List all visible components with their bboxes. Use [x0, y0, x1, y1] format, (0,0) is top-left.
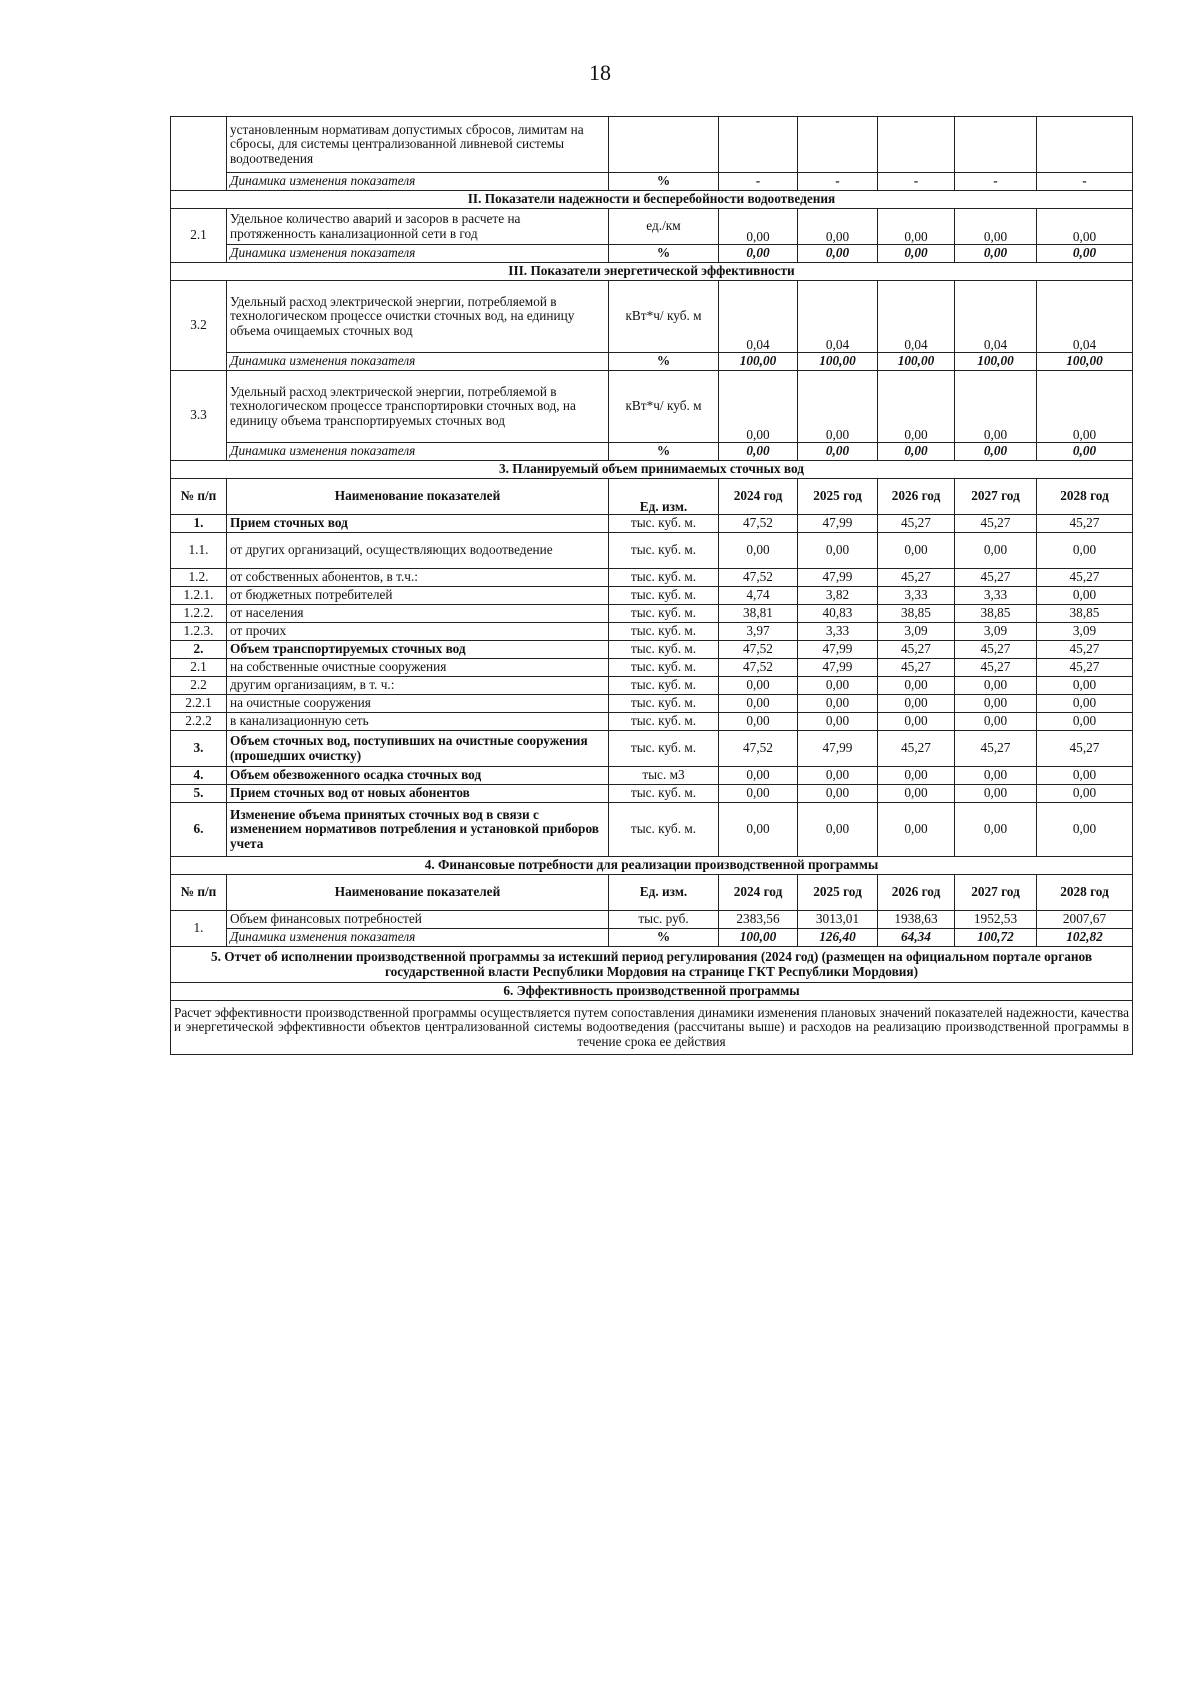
- value-cell: 0,00: [719, 695, 798, 713]
- value-cell: 0,00: [1037, 803, 1133, 857]
- value-cell: 3,09: [878, 623, 955, 641]
- value-cell: [798, 117, 878, 173]
- value-cell: [1037, 117, 1133, 173]
- value-cell: 0,00: [719, 767, 798, 785]
- value-cell: 0,00: [719, 677, 798, 695]
- number-cell: 4.: [171, 767, 227, 785]
- unit-cell: тыс. куб. м.: [609, 803, 719, 857]
- value-cell: 45,27: [878, 731, 955, 767]
- column-header-year: 2028 год: [1037, 479, 1133, 515]
- number-cell: 1.: [171, 515, 227, 533]
- number-cell: 3.2: [171, 281, 227, 371]
- value-cell: 47,99: [798, 515, 878, 533]
- value-cell: 3,09: [1037, 623, 1133, 641]
- dynamics-label: Динамика изменения показателя: [227, 443, 609, 461]
- unit-cell: %: [609, 443, 719, 461]
- unit-cell: тыс. куб. м.: [609, 641, 719, 659]
- column-header-year: 2027 год: [955, 479, 1037, 515]
- value-cell: 0,00: [878, 533, 955, 569]
- unit-cell: тыс. куб. м.: [609, 515, 719, 533]
- value-cell: 45,27: [1037, 731, 1133, 767]
- indicator-name: от других организаций, осуществляющих водоотведение: [227, 533, 609, 569]
- value-cell: 0,00: [955, 803, 1037, 857]
- value-cell: 0,00: [955, 371, 1037, 443]
- value-cell: 0,00: [1037, 767, 1133, 785]
- column-header-row: [171, 875, 1133, 911]
- value-cell: [878, 117, 955, 173]
- indicator-name: от бюджетных потребителей: [227, 587, 609, 605]
- value-cell: 45,27: [955, 515, 1037, 533]
- value-cell: 100,00: [1037, 353, 1133, 371]
- value-cell: 0,00: [1037, 785, 1133, 803]
- indicator-name: другим организациям, в т. ч.:: [227, 677, 609, 695]
- table-row: [171, 677, 1133, 695]
- table-row: [171, 695, 1133, 713]
- value-cell: 0,04: [878, 281, 955, 353]
- column-header-unit: Ед. изм.: [609, 479, 719, 515]
- value-cell: 47,52: [719, 569, 798, 587]
- value-cell: -: [955, 173, 1037, 191]
- value-cell: 0,00: [878, 713, 955, 731]
- table-row: [171, 911, 1133, 929]
- value-cell: 0,00: [955, 767, 1037, 785]
- value-cell: 47,52: [719, 515, 798, 533]
- value-cell: 38,85: [878, 605, 955, 623]
- value-cell: 0,00: [798, 533, 878, 569]
- unit-cell: %: [609, 173, 719, 191]
- program-table: [170, 116, 1133, 1055]
- indicator-name: на собственные очистные сооружения: [227, 659, 609, 677]
- indicator-name: Объем обезвоженного осадка сточных вод: [227, 767, 609, 785]
- indicator-name: Объем сточных вод, поступивших на очистные сооружения (прошедших очистку): [227, 731, 609, 767]
- value-cell: 0,00: [1037, 695, 1133, 713]
- value-cell: 47,52: [719, 659, 798, 677]
- value-cell: 100,00: [955, 353, 1037, 371]
- value-cell: 0,00: [1037, 245, 1133, 263]
- number-cell: 2.1: [171, 659, 227, 677]
- value-cell: 126,40: [798, 929, 878, 947]
- value-cell: [719, 117, 798, 173]
- value-cell: 47,99: [798, 731, 878, 767]
- value-cell: 0,00: [719, 803, 798, 857]
- unit-cell: ед./км: [609, 209, 719, 245]
- value-cell: 0,00: [1037, 443, 1133, 461]
- number-cell: 1.1.: [171, 533, 227, 569]
- efficiency-text: Расчет эффективности производственной программы осуществляется путем сопоставления динамики изменения плановых значений показателей надежности, качества и энергетической эффективности объектов централизованной системы водоотведения (рассчитаны выше) и расходов на реализацию производственной программы в течение срока ее действия: [171, 1001, 1133, 1055]
- section-header: [171, 983, 1133, 1001]
- value-cell: 0,00: [878, 209, 955, 245]
- value-cell: 0,00: [719, 371, 798, 443]
- unit-cell: %: [609, 245, 719, 263]
- table-row-continuation: [171, 117, 1133, 173]
- value-cell: 0,00: [955, 209, 1037, 245]
- column-header-number: № п/п: [171, 875, 227, 911]
- dynamics-label: Динамика изменения показателя: [227, 929, 609, 947]
- number-cell: 2.2.1: [171, 695, 227, 713]
- value-cell: 0,00: [878, 767, 955, 785]
- column-header-number: № п/п: [171, 479, 227, 515]
- value-cell: 0,00: [1037, 713, 1133, 731]
- indicator-name: на очистные сооружения: [227, 695, 609, 713]
- value-cell: 0,00: [719, 533, 798, 569]
- column-header-row: [171, 479, 1133, 515]
- dynamics-row: [171, 443, 1133, 461]
- number-cell: 1.2.3.: [171, 623, 227, 641]
- value-cell: 45,27: [1037, 515, 1133, 533]
- value-cell: 0,00: [878, 371, 955, 443]
- value-cell: 0,00: [955, 677, 1037, 695]
- dynamics-row: [171, 173, 1133, 191]
- value-cell: 0,04: [955, 281, 1037, 353]
- value-cell: 38,85: [955, 605, 1037, 623]
- value-cell: 3013,01: [798, 911, 878, 929]
- table-row: [171, 209, 1133, 245]
- section-title: 5. Отчет об исполнении производственной программы за истекший период регулирования (2024 год) (размещен на официальном портале органов государственной власти Республики Мордовия на странице ГКТ Республики Мордовия): [171, 947, 1133, 983]
- unit-cell: тыс. куб. м.: [609, 695, 719, 713]
- section-header: [171, 461, 1133, 479]
- indicator-name: Прием сточных вод: [227, 515, 609, 533]
- value-cell: -: [878, 173, 955, 191]
- value-cell: 38,85: [1037, 605, 1133, 623]
- value-cell: 0,00: [878, 443, 955, 461]
- dynamics-label: Динамика изменения показателя: [227, 353, 609, 371]
- column-header-year: 2025 год: [798, 479, 878, 515]
- column-header-unit: Ед. изм.: [609, 875, 719, 911]
- value-cell: 0,00: [1037, 371, 1133, 443]
- column-header-year: 2027 год: [955, 875, 1037, 911]
- number-cell: 2.2: [171, 677, 227, 695]
- value-cell: 3,97: [719, 623, 798, 641]
- value-cell: 0,00: [1037, 533, 1133, 569]
- indicator-name: Удельное количество аварий и засоров в расчете на протяженность канализационной сети в год: [227, 209, 609, 245]
- value-cell: 0,04: [719, 281, 798, 353]
- value-cell: 0,00: [798, 245, 878, 263]
- value-cell: 3,33: [798, 623, 878, 641]
- value-cell: 38,81: [719, 605, 798, 623]
- value-cell: 100,00: [719, 929, 798, 947]
- table-row: [171, 659, 1133, 677]
- unit-cell: тыс. куб. м.: [609, 533, 719, 569]
- column-header-name: Наименование показателей: [227, 479, 609, 515]
- value-cell: 0,00: [798, 803, 878, 857]
- unit-cell: тыс. куб. м.: [609, 785, 719, 803]
- indicator-name: от населения: [227, 605, 609, 623]
- number-cell: 3.: [171, 731, 227, 767]
- dynamics-label: Динамика изменения показателя: [227, 173, 609, 191]
- table-row: [171, 731, 1133, 767]
- value-cell: 45,27: [878, 659, 955, 677]
- dynamics-row: [171, 929, 1133, 947]
- value-cell: 100,72: [955, 929, 1037, 947]
- unit-cell: тыс. куб. м.: [609, 623, 719, 641]
- value-cell: 0,00: [1037, 677, 1133, 695]
- value-cell: 0,00: [798, 371, 878, 443]
- value-cell: 45,27: [1037, 641, 1133, 659]
- value-cell: 0,00: [955, 245, 1037, 263]
- value-cell: 0,00: [878, 695, 955, 713]
- table-row: [171, 533, 1133, 569]
- number-cell: 1.: [171, 911, 227, 947]
- indicator-name: от собственных абонентов, в т.ч.:: [227, 569, 609, 587]
- unit-cell: тыс. куб. м.: [609, 713, 719, 731]
- column-header-year: 2024 год: [719, 875, 798, 911]
- value-cell: 0,00: [719, 443, 798, 461]
- indicator-name: Удельный расход электрической энергии, потребляемой в технологическом процессе очистки сточных вод, на единицу объема очищаемых сточных вод: [227, 281, 609, 353]
- value-cell: -: [1037, 173, 1133, 191]
- column-header-year: 2028 год: [1037, 875, 1133, 911]
- indicator-name: Изменение объема принятых сточных вод в связи с изменением нормативов потребления и установкой приборов учета: [227, 803, 609, 857]
- value-cell: 0,00: [878, 785, 955, 803]
- value-cell: 100,00: [798, 353, 878, 371]
- table-row: [171, 713, 1133, 731]
- value-cell: 0,00: [955, 785, 1037, 803]
- unit-cell: тыс. м3: [609, 767, 719, 785]
- value-cell: 45,27: [878, 515, 955, 533]
- number-cell: 2.: [171, 641, 227, 659]
- table-row: [171, 1001, 1133, 1055]
- table-row: [171, 641, 1133, 659]
- value-cell: 45,27: [878, 641, 955, 659]
- value-cell: 4,74: [719, 587, 798, 605]
- value-cell: 0,00: [1037, 587, 1133, 605]
- section-header: [171, 263, 1133, 281]
- value-cell: 45,27: [878, 569, 955, 587]
- value-cell: 0,00: [798, 209, 878, 245]
- table-row: [171, 605, 1133, 623]
- number-cell: 1.2.: [171, 569, 227, 587]
- number-cell: 5.: [171, 785, 227, 803]
- indicator-name: Объем финансовых потребностей: [227, 911, 609, 929]
- value-cell: 47,99: [798, 641, 878, 659]
- number-cell: [171, 117, 227, 191]
- value-cell: 45,27: [1037, 659, 1133, 677]
- table-row: [171, 803, 1133, 857]
- value-cell: 0,00: [955, 533, 1037, 569]
- column-header-year: 2026 год: [878, 875, 955, 911]
- value-cell: 45,27: [955, 659, 1037, 677]
- table-row: [171, 281, 1133, 353]
- value-cell: 3,33: [955, 587, 1037, 605]
- section-title: 3. Планируемый объем принимаемых сточных вод: [171, 461, 1133, 479]
- indicator-name: установленным нормативам допустимых сбросов, лимитам на сбросы, для системы централизованной ливневой системы водоотведения: [227, 117, 609, 173]
- unit-cell: тыс. куб. м.: [609, 569, 719, 587]
- value-cell: 45,27: [955, 641, 1037, 659]
- value-cell: 0,00: [719, 245, 798, 263]
- number-cell: 2.1: [171, 209, 227, 263]
- unit-cell: %: [609, 929, 719, 947]
- unit-cell: тыс. куб. м.: [609, 731, 719, 767]
- value-cell: 47,52: [719, 641, 798, 659]
- value-cell: 2383,56: [719, 911, 798, 929]
- column-header-year: 2026 год: [878, 479, 955, 515]
- section-header: [171, 191, 1133, 209]
- unit-cell: тыс. куб. м.: [609, 677, 719, 695]
- section-header: [171, 857, 1133, 875]
- value-cell: 0,00: [878, 677, 955, 695]
- dynamics-label: Динамика изменения показателя: [227, 245, 609, 263]
- value-cell: 0,00: [798, 785, 878, 803]
- value-cell: 47,52: [719, 731, 798, 767]
- unit-cell: [609, 117, 719, 173]
- section-header: [171, 947, 1133, 983]
- value-cell: 0,00: [719, 785, 798, 803]
- value-cell: -: [798, 173, 878, 191]
- number-cell: 1.2.1.: [171, 587, 227, 605]
- dynamics-row: [171, 245, 1133, 263]
- unit-cell: кВт*ч/ куб. м: [609, 371, 719, 443]
- value-cell: 0,00: [719, 713, 798, 731]
- number-cell: 1.2.2.: [171, 605, 227, 623]
- unit-cell: тыс. куб. м.: [609, 587, 719, 605]
- value-cell: 3,82: [798, 587, 878, 605]
- table-row: [171, 785, 1133, 803]
- value-cell: 1938,63: [878, 911, 955, 929]
- value-cell: 0,00: [878, 245, 955, 263]
- value-cell: 0,00: [955, 695, 1037, 713]
- value-cell: 0,00: [878, 803, 955, 857]
- indicator-name: Удельный расход электрической энергии, потребляемой в технологическом процессе транспортировки сточных вод, на единицу объема транспортируемых сточных вод: [227, 371, 609, 443]
- column-header-year: 2025 год: [798, 875, 878, 911]
- value-cell: 45,27: [955, 569, 1037, 587]
- number-cell: 3.3: [171, 371, 227, 461]
- value-cell: 1952,53: [955, 911, 1037, 929]
- unit-cell: %: [609, 353, 719, 371]
- unit-cell: тыс. руб.: [609, 911, 719, 929]
- page-number: 18: [589, 60, 611, 85]
- value-cell: 40,83: [798, 605, 878, 623]
- column-header-year: 2024 год: [719, 479, 798, 515]
- value-cell: 3,33: [878, 587, 955, 605]
- unit-cell: тыс. куб. м.: [609, 605, 719, 623]
- section-title: II. Показатели надежности и бесперебойности водоотведения: [171, 191, 1133, 209]
- value-cell: 100,00: [719, 353, 798, 371]
- table-row: [171, 515, 1133, 533]
- table-row: [171, 623, 1133, 641]
- value-cell: 0,00: [798, 677, 878, 695]
- value-cell: 47,99: [798, 659, 878, 677]
- table-row: [171, 587, 1133, 605]
- indicator-name: Объем транспортируемых сточных вод: [227, 641, 609, 659]
- value-cell: 0,00: [798, 767, 878, 785]
- value-cell: 3,09: [955, 623, 1037, 641]
- value-cell: 0,04: [1037, 281, 1133, 353]
- value-cell: 0,00: [798, 713, 878, 731]
- value-cell: 64,34: [878, 929, 955, 947]
- value-cell: [955, 117, 1037, 173]
- indicator-name: в канализационную сеть: [227, 713, 609, 731]
- value-cell: 45,27: [955, 731, 1037, 767]
- table-row: [171, 371, 1133, 443]
- value-cell: 0,04: [798, 281, 878, 353]
- number-cell: 6.: [171, 803, 227, 857]
- dynamics-row: [171, 353, 1133, 371]
- value-cell: -: [719, 173, 798, 191]
- section-title: 6. Эффективность производственной программы: [171, 983, 1133, 1001]
- unit-cell: тыс. куб. м.: [609, 659, 719, 677]
- value-cell: 0,00: [798, 695, 878, 713]
- value-cell: 0,00: [719, 209, 798, 245]
- value-cell: 0,00: [798, 443, 878, 461]
- value-cell: 102,82: [1037, 929, 1133, 947]
- section-title: III. Показатели энергетической эффективности: [171, 263, 1133, 281]
- column-header-name: Наименование показателей: [227, 875, 609, 911]
- value-cell: 47,99: [798, 569, 878, 587]
- indicator-name: от прочих: [227, 623, 609, 641]
- table-row: [171, 569, 1133, 587]
- indicator-name: Прием сточных вод от новых абонентов: [227, 785, 609, 803]
- number-cell: 2.2.2: [171, 713, 227, 731]
- value-cell: 0,00: [955, 443, 1037, 461]
- table-row: [171, 767, 1133, 785]
- section-title: 4. Финансовые потребности для реализации производственной программы: [171, 857, 1133, 875]
- value-cell: 0,00: [955, 713, 1037, 731]
- value-cell: 45,27: [1037, 569, 1133, 587]
- value-cell: 2007,67: [1037, 911, 1133, 929]
- unit-cell: кВт*ч/ куб. м: [609, 281, 719, 353]
- value-cell: 0,00: [1037, 209, 1133, 245]
- value-cell: 100,00: [878, 353, 955, 371]
